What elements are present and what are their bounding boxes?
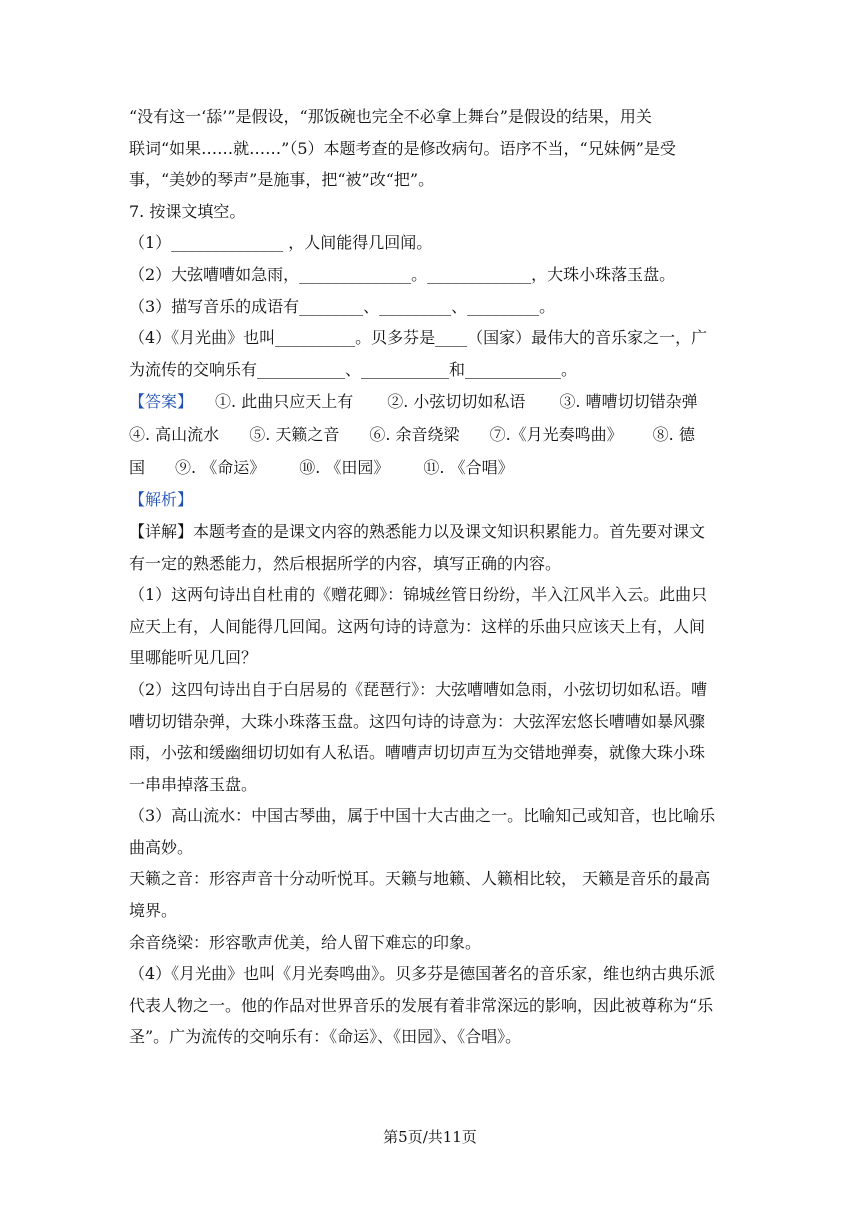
analysis-line: （2）这四句诗出自于白居易的《琵琶行》：大弦嘈嘈如急雨，小弦切切如私语。嘈 <box>129 679 708 699</box>
analysis-line: 有一定的熟悉能力，然后根据所学的内容，填写正确的内容。 <box>129 553 562 573</box>
question-item: （3）描写音乐的成语有________、_________、_________。 <box>129 296 556 316</box>
analysis-line: 应天上有，人间能得几回闻。这两句诗的诗意为：这样的乐曲只应该天上有，人间 <box>129 616 706 636</box>
question-item: 为流传的交响乐有___________、___________和____________。 <box>129 359 578 379</box>
analysis-line: 代表人物之一。他的作品对世界音乐的发展有着非常深远的影响，因此被尊称为“乐 <box>129 995 714 1015</box>
answer-item: ⑦.《月光奏鸣曲》 <box>489 425 623 445</box>
analysis-line: 里哪能听见几回？ <box>129 648 258 668</box>
answer-item: ⑩. 《田园》 <box>299 458 390 478</box>
answer-item: ⑥. 余音绕梁 <box>369 425 460 445</box>
page-content <box>129 101 732 1053</box>
analysis-line: 境界。 <box>129 901 178 921</box>
answer-item: ④. 高山流水 <box>129 425 220 445</box>
answer-item: ②. 小弦切切如私语 <box>387 392 526 412</box>
answer-item: ③. 嘈嘈切切错杂弹 <box>559 392 698 412</box>
analysis-label: 【解析】 <box>129 490 194 510</box>
analysis-line: （1）这两句诗出自杜甫的《赠花卿》：锦城丝管日纷纷，半入江风半入云。此曲只 <box>129 585 708 605</box>
analysis-line: 圣”。广为流传的交响乐有：《命运》、《田园》、《合唱》。 <box>129 1027 522 1047</box>
answer-item: 国 <box>129 458 146 478</box>
question-item: （4）《月光曲》也叫__________。贝多芬是____（国家）最伟大的音乐家之一，广 <box>129 328 708 348</box>
question-item: （2）大弦嘈嘈如急雨，______________。_____________，大珠小珠落玉盘。 <box>129 264 676 284</box>
text-line: “没有这一‘舔’”是假设，“那饭碗也完全不必拿上舞台”是假设的结果，用关 <box>129 107 652 126</box>
text-line: 联词“如果……就……”（5）本题考查的是修改病句。语序不当，“兄妹俩”是受 <box>129 138 676 158</box>
answer-line <box>129 385 732 418</box>
page-number: 第5页/共11页 <box>383 1128 477 1146</box>
analysis-line: 嘈切切错杂弹，大珠小珠落玉盘。这四句诗的诗意为：大弦浑宏悠长嘈嘈如暴风骤 <box>129 711 706 731</box>
answer-item: ⑨. 《命运》 <box>175 458 266 478</box>
answer-item: ①. 此曲只应天上有 <box>215 392 354 412</box>
answer-label: 【答案】 <box>129 392 194 412</box>
question-item: （1）______________ ，人间能得几回闻。 <box>129 233 433 253</box>
answer-item: ⑧. 德 <box>652 425 695 445</box>
answer-line <box>129 418 732 451</box>
answer-item: ⑤. 天籁之音 <box>249 425 340 445</box>
analysis-line: （4）《月光曲》也叫《月光奏鸣曲》。贝多芬是德国著名的音乐家，维也纳古典乐派 <box>129 964 716 984</box>
answer-line <box>129 451 732 484</box>
answer-item: ⑪. 《合唱》 <box>423 458 514 478</box>
analysis-line: （3）高山流水：中国古琴曲，属于中国十大古曲之一。比喻知己或知音，也比喻乐 <box>129 806 716 826</box>
analysis-line: 一串串掉落玉盘。 <box>129 774 258 794</box>
analysis-line: 余音绕梁：形容歌声优美，给人留下难忘的印象。 <box>129 932 482 952</box>
analysis-line: 曲高妙。 <box>129 837 194 857</box>
text-line: 事，“美妙的琴声”是施事，把“被”改“把”。 <box>129 170 435 190</box>
analysis-line: 天籁之音：形容声音十分动听悦耳。天籁与地籁、人籁相比较， 天籁是音乐的最高 <box>129 869 711 889</box>
analysis-line: 【详解】本题考查的是课文内容的熟悉能力以及课文知识积累能力。首先要对课文 <box>129 521 706 541</box>
analysis-line: 雨，小弦和缓幽细切切如有人私语。嘈嘈声切切声互为交错地弹奏，就像大珠小珠 <box>129 743 706 763</box>
question-heading: 7. 按课文填空。 <box>129 201 246 221</box>
